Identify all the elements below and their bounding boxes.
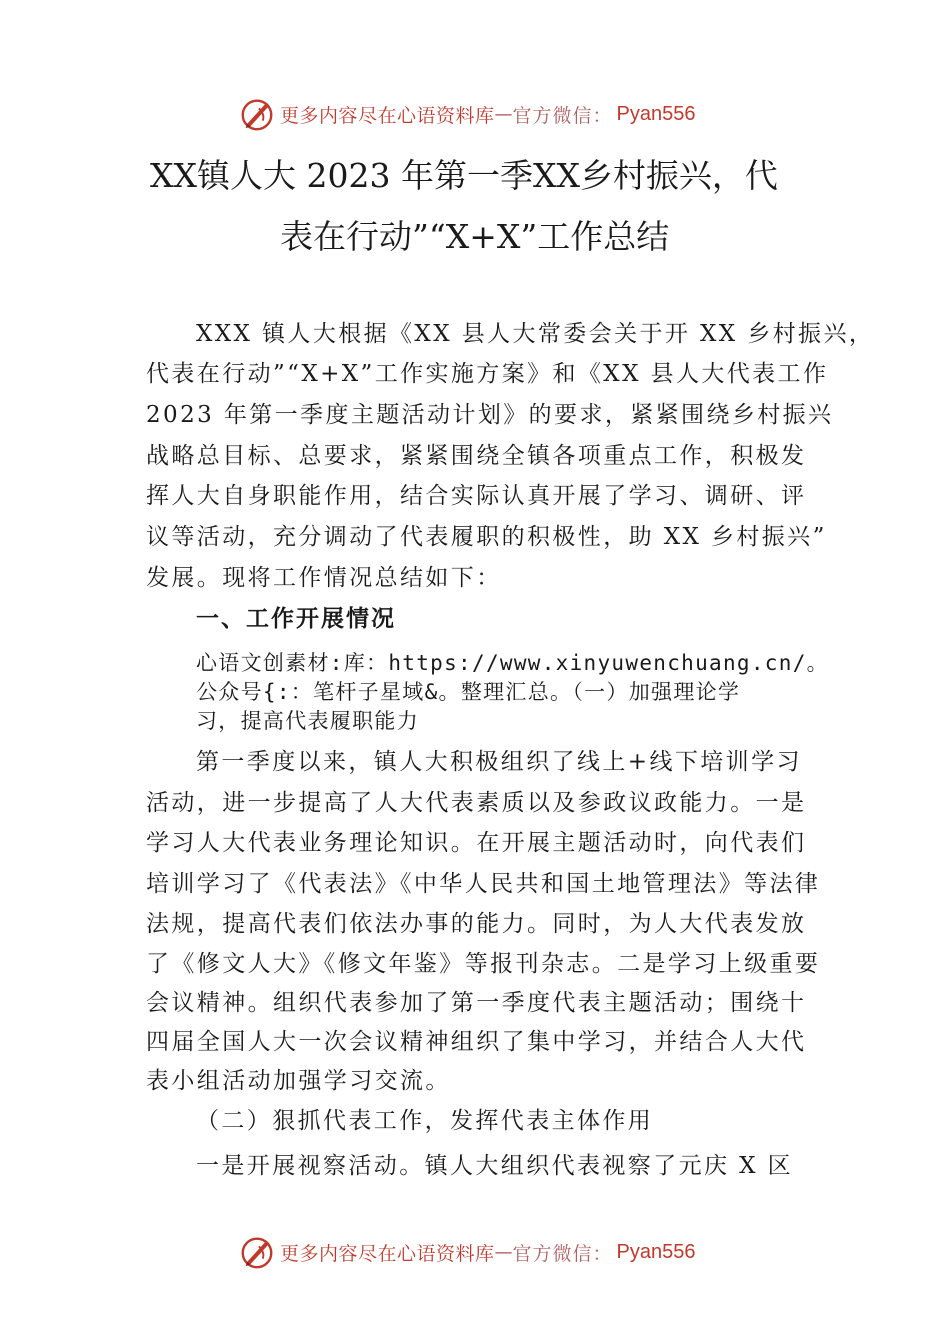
intro-line: 代表在行动”“X+X”工作实施方案》和《XX 县人大代表工作 — [146, 361, 829, 387]
paragraph-line: 培训学习了《代表法》《中华人民共和国土地管理法》等法律 — [146, 871, 821, 897]
intro-line: 发展。现将工作情况总结如下： — [146, 565, 502, 591]
intro-line: 挥人大自身职能作用，结合实际认真开展了学习、调研、评 — [146, 483, 807, 509]
paragraph-line: 学习人大代表业务理论知识。在开展主题活动时，向代表们 — [146, 830, 807, 856]
intro-line: 议等活动，充分调动了代表履职的积极性，助 XX 乡村振兴” — [146, 524, 827, 550]
watermark-separator: — — [494, 1241, 513, 1263]
paragraph-line: 一是开展视察活动。镇人大组织代表视察了元庆 X 区 — [196, 1153, 793, 1179]
paragraph-line: 法规，提高代表们依法办事的能力。同时，为人大代表发放 — [146, 911, 807, 937]
wechat-label: 官方微信： — [512, 1242, 613, 1265]
watermark-banner-bottom — [0, 1232, 950, 1272]
intro-line: 2023 年第一季度主题活动计划》的要求，紧紧围绕乡村振兴 — [146, 402, 834, 428]
intro-line: XXX 镇人大根据《XX 县人大常委会关于开 XX 乡村振兴， — [196, 321, 875, 347]
watermark-text: 更多内容尽在心语资料库 — [280, 104, 495, 127]
wechat-label: 官方微信： — [512, 104, 613, 127]
source-note-line: 习，提高代表履职能力 — [196, 709, 419, 733]
watermark-banner-top — [0, 94, 950, 134]
paragraph-line: 四届全国人大一次会议精神组织了集中学习，并结合人大代 — [146, 1029, 807, 1055]
section-heading-1: 一、工作开展情况 — [196, 606, 396, 632]
paragraph-line: 表小组活动加强学习交流。 — [146, 1068, 451, 1094]
document-title-line-1: XX镇人大 2023 年第一季XX乡村振兴，代 — [150, 156, 778, 195]
wechat-id: Pyan556 — [616, 1240, 696, 1263]
subheading-2: （二）狠抓代表工作，发挥代表主体作用 — [196, 1108, 654, 1134]
intro-line: 战略总目标、总要求，紧紧围绕全镇各项重点工作，积极发 — [146, 443, 807, 469]
wechat-id: Pyan556 — [616, 102, 696, 125]
paragraph-line: 活动，进一步提高了人大代表素质以及参政议政能力。一是 — [146, 790, 807, 816]
document-title-line-2: 表在行动”“X+X”工作总结 — [280, 217, 670, 256]
pen-logo-icon — [238, 95, 276, 133]
watermark-separator: — — [494, 103, 513, 125]
watermark-text: 更多内容尽在心语资料库 — [280, 1242, 495, 1265]
source-note-line: 心语文创素材:库：https://www.xinyuwenchuang.cn/。 — [196, 651, 829, 675]
pen-logo-icon — [238, 1233, 276, 1271]
paragraph-line: 第一季度以来，镇人大积极组织了线上+线下培训学习 — [196, 749, 802, 775]
source-note-line: 公众号{:：笔杆子星域&。整理汇总。（一）加强理论学 — [196, 680, 741, 704]
paragraph-line: 会议精神。组织代表参加了第一季度代表主题活动；围绕十 — [146, 990, 807, 1016]
paragraph-line: 了《修文人大》《修文年鉴》等报刊杂志。二是学习上级重要 — [146, 951, 821, 977]
